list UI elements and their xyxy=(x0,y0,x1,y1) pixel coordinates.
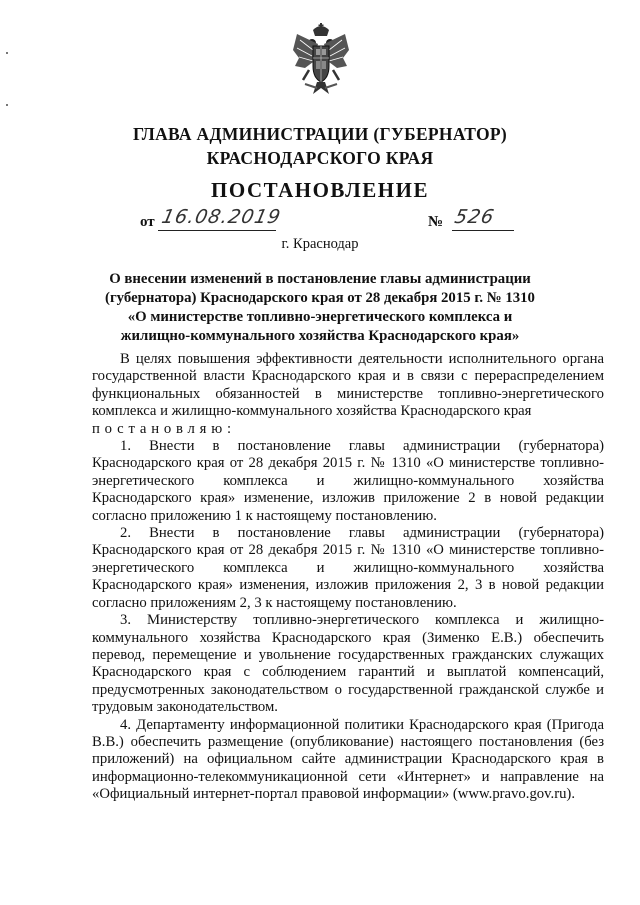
item-3-paragraph: 3. Министерству топливно-энергетического комплекса и жилищно-коммунального хозяйства Краснодарского края (Зименко Е.В.) обеспечить перевод, перемещение и увольнение государственных гражданских служащих Краснодарского края с соблюдением гарантий и выплатой компенсаций, предусмотренных законодательством о государственной гражданской службе и трудовым законодательством. xyxy=(92,612,604,716)
item-2-paragraph: 2. Внести в постановление главы администрации (губернатора) Краснодарского края от 28 декабря 2015 г. № 1310 «О министерстве топливно-энергетического комплекса и жилищно-коммунального хозяйства Краснодарского края» изменения, изложив приложения 2, 3 в новой редакции согласно приложениям 2, 3 к настоящему постановлению. xyxy=(92,525,604,611)
number-handwritten: 526 xyxy=(452,206,497,228)
date-underline xyxy=(158,230,276,231)
item-4-paragraph: 4. Департаменту информационной политики Краснодарского края (Пригода В.В.) обеспечить размещение (опубликование) настоящего постановления (без приложений) на официальном сайте администрации Краснодарского края в информационно-телекоммуникационной сети «Интернет» и направление на «Официальный интернет-портал правовой информации» (www.pravo.gov.ru). xyxy=(92,716,604,803)
title-line: «О министерстве топливно-энергетического комплекса и xyxy=(127,309,513,325)
date-number-line xyxy=(0,206,640,234)
number-underline xyxy=(452,230,514,231)
document-title xyxy=(70,270,570,346)
title-line: жилищно-коммунального хозяйства Краснодарского края» xyxy=(120,328,520,344)
resolve-word xyxy=(92,421,604,438)
coat-of-arms-icon xyxy=(291,22,351,100)
city: г. Краснодар xyxy=(281,236,359,252)
item-1-paragraph: 1. Внести в постановление главы администрации (губернатора) Краснодарского края от 28 декабря 2015 г. № 1310 «О министерстве топливно-энергетического комплекса и жилищно-коммунального хозяйства Краснодарского края» изменение, изложив приложение 2 в новой редакции согласно приложению 1 к настоящему постановлению. xyxy=(92,438,604,524)
date-label: от xyxy=(140,214,155,230)
scan-mark xyxy=(6,52,8,54)
resolve-word-text: постановляю: xyxy=(92,420,236,437)
title-line: (губернатора) Краснодарского края от 28 декабря 2015 г. № 1310 xyxy=(105,290,535,306)
number-label: № xyxy=(428,214,444,230)
date-handwritten: 16.08.2019 xyxy=(159,206,284,228)
title-line: О внесении изменений в постановление главы администрации xyxy=(109,271,531,287)
org-title-line2: КРАСНОДАРСКОГО КРАЯ xyxy=(206,148,434,168)
org-title-line1: ГЛАВА АДМИНИСТРАЦИИ (ГУБЕРНАТОР) xyxy=(132,124,507,144)
scan-mark xyxy=(6,104,8,106)
document-body xyxy=(92,351,604,804)
intro-paragraph: В целях повышения эффективности деятельности исполнительного органа государственной власти Краснодарского края и в связи с перераспределением функциональных обязанностей в министерстве топливно-энергетического комплекса и жилищно-коммунального хозяйства Краснодарского края xyxy=(92,351,604,420)
document-type: ПОСТАНОВЛЕНИЕ xyxy=(211,178,429,202)
